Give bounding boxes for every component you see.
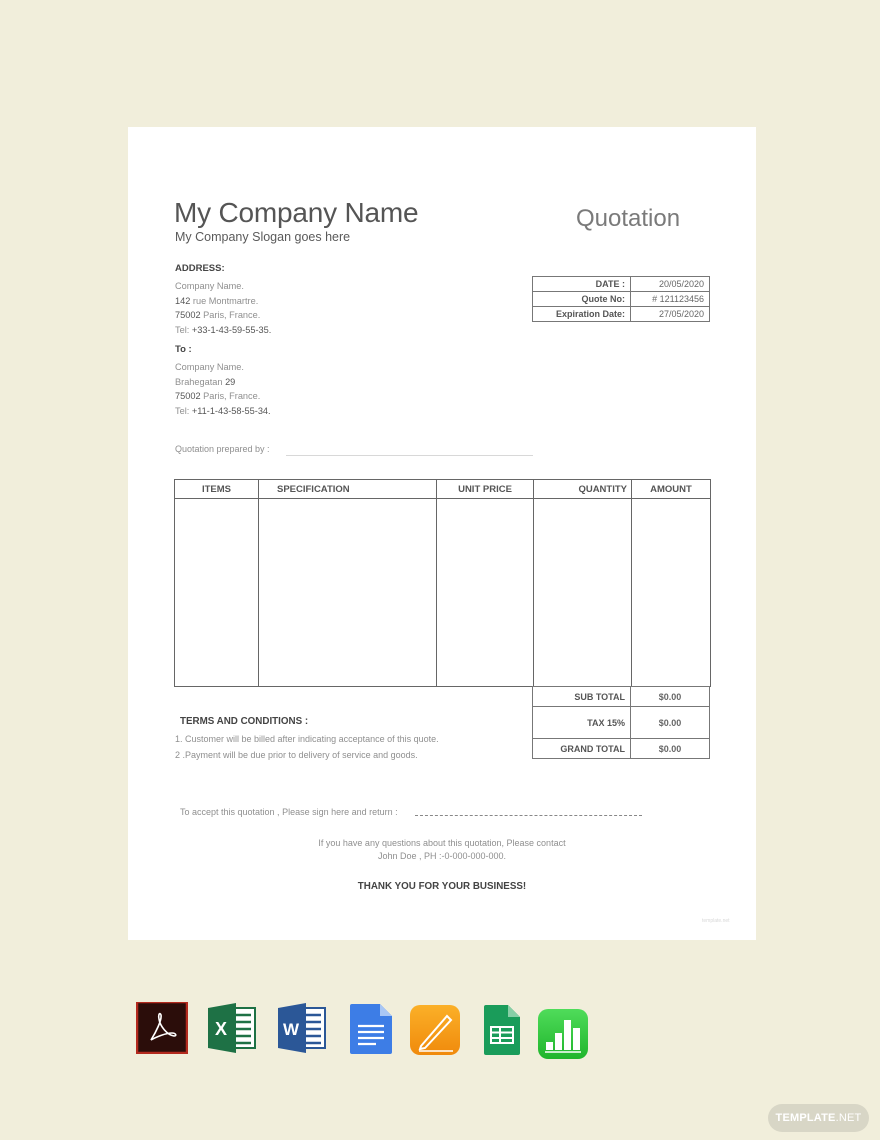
tax-value: $0.00 [631, 707, 710, 739]
to-address-heading: To : [175, 344, 192, 355]
prepared-by-field[interactable] [286, 455, 533, 456]
svg-text:W: W [282, 1020, 300, 1039]
contact-line: John Doe , PH :-0-000-000-000. [377, 850, 507, 861]
template-net-badge[interactable] [768, 1104, 869, 1132]
items-cell[interactable] [175, 499, 259, 687]
grand-total-value: $0.00 [631, 739, 710, 759]
totals-table [532, 686, 710, 759]
watermark: template.net [702, 918, 730, 924]
adobe-pdf-icon[interactable] [136, 1002, 188, 1054]
totals-label: TAX 15% [533, 707, 631, 739]
column-header-amount: AMOUNT [632, 480, 711, 499]
thank-you-message: THANK YOU FOR YOUR BUSINESS! [357, 881, 527, 892]
specification-cell[interactable] [259, 499, 437, 687]
from-address-heading: ADDRESS: [175, 263, 225, 274]
amount-cell[interactable] [632, 499, 711, 687]
ms-excel-icon[interactable] [206, 1002, 258, 1054]
from-address [175, 262, 271, 338]
meta-label: Expiration Date: [533, 307, 631, 322]
address-phone: Tel: +11-1-43-58-55-34. [175, 406, 271, 417]
subtotal-value: $0.00 [631, 687, 710, 707]
apple-numbers-icon[interactable] [537, 1008, 589, 1060]
address-line: Brahegatan 29 [175, 376, 236, 387]
badge-light-text: .NET [835, 1112, 862, 1124]
totals-label: GRAND TOTAL [533, 739, 631, 759]
svg-text:X: X [214, 1019, 228, 1039]
expiration-date-value[interactable]: 27/05/2020 [631, 307, 710, 322]
google-sheets-icon[interactable] [478, 1003, 530, 1055]
terms-list [175, 731, 439, 763]
address-phone: Tel: +33-1-43-59-55-35. [175, 325, 272, 336]
quote-meta-table [532, 276, 710, 322]
date-value[interactable]: 20/05/2020 [631, 277, 710, 292]
company-name: My Company Name [174, 197, 419, 228]
company-slogan: My Company Slogan goes here [175, 230, 351, 244]
accept-instruction: To accept this quotation , Please sign here and return : [180, 807, 398, 817]
column-header-items: ITEMS [175, 480, 259, 499]
badge-bold-text: TEMPLATE [775, 1112, 836, 1124]
items-table [174, 479, 711, 687]
address-line: 75002 Paris, France. [175, 391, 261, 402]
contact-line: If you have any questions about this quotation, Please contact [318, 838, 566, 848]
totals-label: SUB TOTAL [533, 687, 631, 707]
meta-label: DATE : [533, 277, 631, 292]
apple-pages-icon[interactable] [409, 1004, 461, 1056]
terms-heading: TERMS AND CONDITIONS : [180, 716, 309, 727]
signature-line[interactable] [415, 815, 642, 816]
to-address [175, 343, 271, 419]
quote-number-value[interactable]: # 121123456 [631, 292, 710, 307]
column-header-specification: SPECIFICATION [259, 480, 437, 499]
google-docs-icon[interactable] [346, 1002, 398, 1054]
meta-label: Quote No: [533, 292, 631, 307]
grand-total-row [533, 739, 710, 759]
prepared-by-label: Quotation prepared by : [175, 444, 270, 454]
tax-row [533, 707, 710, 739]
terms-item: 2 .Payment will be due prior to delivery of service and goods. [175, 750, 418, 760]
subtotal-row [533, 687, 710, 707]
address-line: 142 rue Montmartre. [175, 295, 259, 306]
terms-item: 1. Customer will be billed after indicating acceptance of this quote. [175, 734, 439, 744]
address-line: Company Name. [175, 280, 244, 291]
meta-row-quote-no [533, 292, 710, 307]
meta-row-date [533, 277, 710, 292]
quotation-document [128, 127, 756, 940]
document-title: Quotation [576, 205, 681, 232]
items-body-row [175, 499, 711, 687]
meta-row-expiration [533, 307, 710, 322]
contact-info [128, 837, 756, 862]
address-line: Company Name. [175, 361, 244, 372]
ms-word-icon[interactable] [276, 1002, 328, 1054]
unit-price-cell[interactable] [437, 499, 534, 687]
column-header-quantity: QUANTITY [534, 480, 632, 499]
address-line: 75002 Paris, France. [175, 310, 261, 321]
items-header-row [175, 480, 711, 499]
quantity-cell[interactable] [534, 499, 632, 687]
column-header-unit-price: UNIT PRICE [437, 480, 534, 499]
